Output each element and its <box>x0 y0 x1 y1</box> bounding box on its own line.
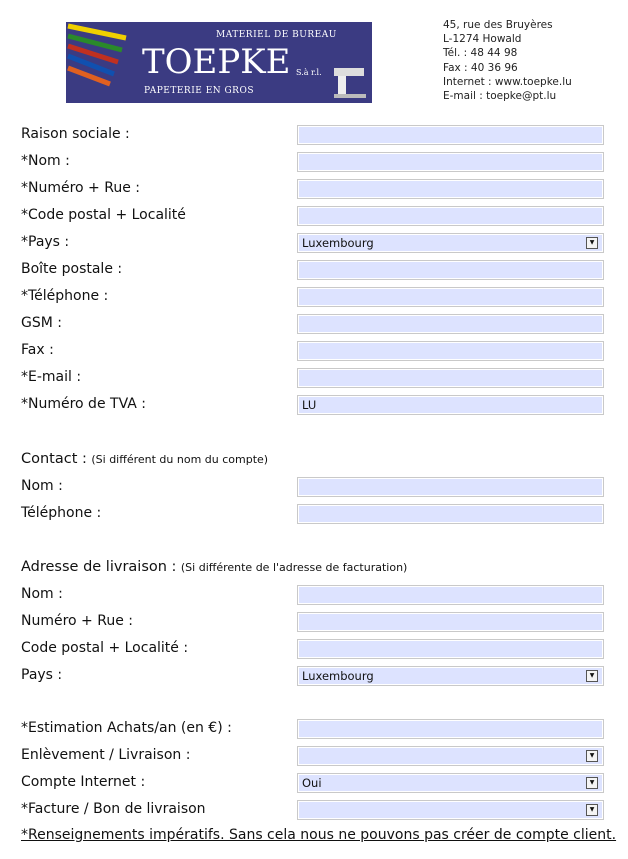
label-pays: *Pays : <box>21 234 70 250</box>
compte-internet-selected-value: Oui <box>302 776 322 790</box>
livraison-code-postal-input[interactable] <box>297 639 604 659</box>
label-facture: *Facture / Bon de livraison <box>21 801 206 817</box>
chevron-down-icon[interactable]: ▼ <box>586 750 598 762</box>
address-fax: Fax : 40 36 96 <box>443 61 518 74</box>
label-contact-nom: Nom : <box>21 478 63 494</box>
label-tva: *Numéro de TVA : <box>21 396 146 412</box>
label-estimation: *Estimation Achats/an (en €) : <box>21 720 232 736</box>
livraison-pays-selected-value: Luxembourg <box>302 669 374 683</box>
gsm-input[interactable] <box>297 314 604 334</box>
chevron-down-icon[interactable]: ▼ <box>586 237 598 249</box>
enlevement-select[interactable] <box>297 746 604 766</box>
pays-selected-value: Luxembourg <box>302 236 374 250</box>
stapler-icon <box>330 60 370 100</box>
required-fields-note: *Renseignements impératifs. Sans cela nous ne pouvons pas créer de compte client. <box>21 827 617 843</box>
label-compte-internet: Compte Internet : <box>21 774 146 790</box>
label-fax: Fax : <box>21 342 54 358</box>
compte-internet-select[interactable] <box>297 773 604 793</box>
estimation-input[interactable] <box>297 719 604 739</box>
company-address <box>443 18 572 103</box>
address-email[interactable]: E-mail : toepke@pt.lu <box>443 90 557 103</box>
chevron-down-icon[interactable]: ▼ <box>586 804 598 816</box>
chevron-down-icon[interactable]: ▼ <box>586 777 598 789</box>
label-livraison-pays: Pays : <box>21 667 63 683</box>
label-email: *E-mail : <box>21 369 82 385</box>
numero-rue-input[interactable] <box>297 179 604 199</box>
contact-nom-input[interactable] <box>297 477 604 497</box>
raison-sociale-input[interactable] <box>297 125 604 145</box>
livraison-section-title <box>21 559 407 575</box>
livraison-title: Adresse de livraison : <box>21 559 177 575</box>
label-livraison-code-postal: Code postal + Localité : <box>21 640 189 656</box>
address-phone: Tél. : 48 44 98 <box>443 47 518 60</box>
livraison-pays-select[interactable] <box>297 666 604 686</box>
logo-top-line: MATERIEL DE BUREAU <box>216 30 337 40</box>
contact-title: Contact : <box>21 451 87 467</box>
label-raison-sociale: Raison sociale : <box>21 126 130 142</box>
telephone-input[interactable] <box>297 287 604 307</box>
label-contact-telephone: Téléphone : <box>21 505 102 521</box>
tva-input[interactable]: LU <box>297 395 604 415</box>
label-numero-rue: *Numéro + Rue : <box>21 180 140 196</box>
contact-note: (Si différent du nom du compte) <box>91 453 269 466</box>
nom-input[interactable] <box>297 152 604 172</box>
logo-suffix: S.à r.l. <box>296 68 322 77</box>
fax-input[interactable] <box>297 341 604 361</box>
label-enlevement: Enlèvement / Livraison : <box>21 747 191 763</box>
livraison-numero-rue-input[interactable] <box>297 612 604 632</box>
company-logo <box>66 22 372 103</box>
pencils-icon <box>66 22 146 103</box>
contact-section-title <box>21 451 268 467</box>
boite-postale-input[interactable] <box>297 260 604 280</box>
label-livraison-nom: Nom : <box>21 586 63 602</box>
code-postal-input[interactable] <box>297 206 604 226</box>
label-code-postal: *Code postal + Localité <box>21 207 186 223</box>
pays-select[interactable] <box>297 233 604 253</box>
label-livraison-numero-rue: Numéro + Rue : <box>21 613 133 629</box>
address-line: 45, rue des Bruyères <box>443 19 553 31</box>
email-input[interactable] <box>297 368 604 388</box>
address-line: L-1274 Howald <box>443 33 522 46</box>
address-website[interactable]: Internet : www.toepke.lu <box>443 75 572 88</box>
livraison-note: (Si différente de l'adresse de facturation) <box>180 561 408 574</box>
chevron-down-icon[interactable]: ▼ <box>586 670 598 682</box>
label-telephone: *Téléphone : <box>21 288 109 304</box>
logo-bottom-line: PAPETERIE EN GROS <box>144 86 255 96</box>
livraison-nom-input[interactable] <box>297 585 604 605</box>
label-boite-postale: Boîte postale : <box>21 261 123 277</box>
label-nom: *Nom : <box>21 153 70 169</box>
label-gsm: GSM : <box>21 315 62 331</box>
contact-telephone-input[interactable] <box>297 504 604 524</box>
logo-brand: TOEPKE <box>142 42 291 82</box>
facture-select[interactable] <box>297 800 604 820</box>
